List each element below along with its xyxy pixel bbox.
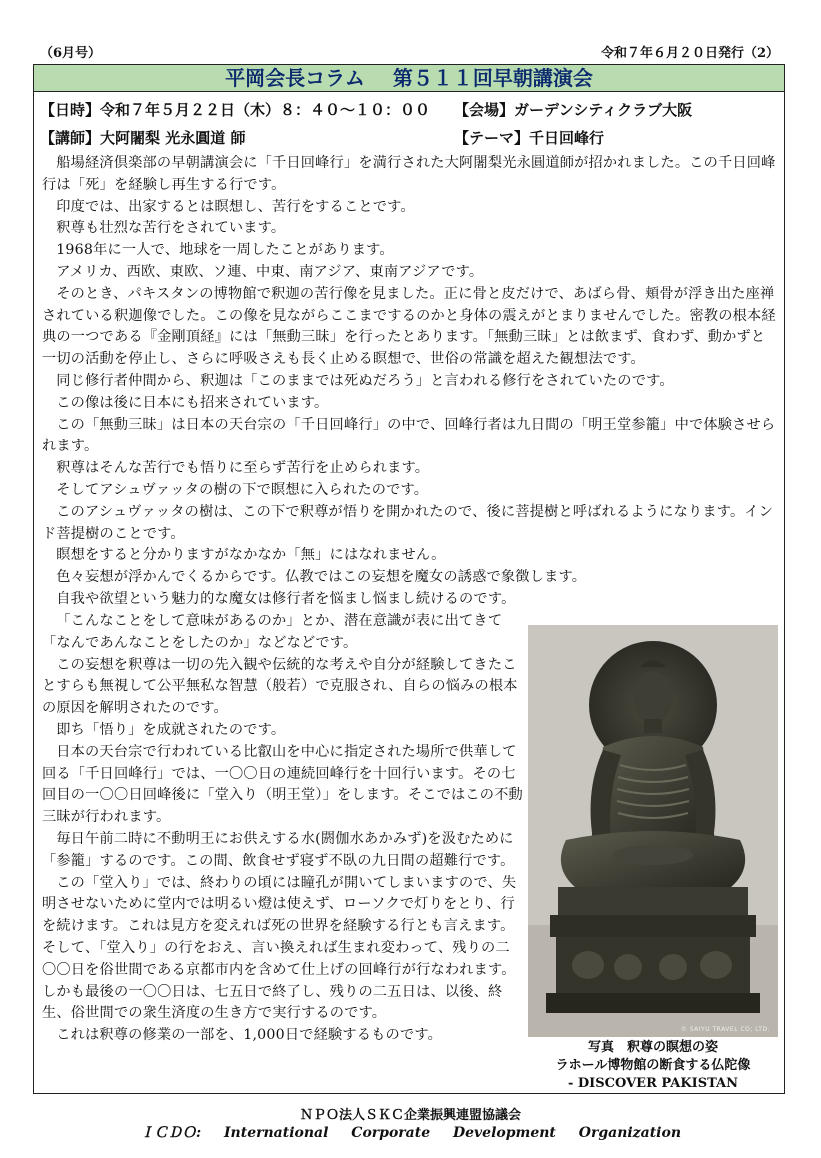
lecture-title: 第５１１回早朝講演会 (392, 66, 593, 90)
paragraph: 毎日午前二時に不動明王にお供えする水(閼伽水あかみず)を汲むために「参籠」するのです。この間、飲食せず寝ず不臥の九日間の超難行です。 (42, 830, 515, 869)
issue-label: （6月号） (40, 46, 102, 61)
event-speaker: 【講師】大阿闍梨 光永圓道 師 (40, 129, 246, 147)
photo-watermark: © SAIYU TRAVEL CO; LTD. (680, 1026, 770, 1033)
column-title: 平岡会長コラム (225, 66, 365, 90)
paragraph: この「堂入り」では、終わりの頃には瞳孔が開いてしまいますので、失明させないために堂内では明るい燈は使えず、ローソクで灯りをとり、行を続けます。これは見方を変えれば死の世界を経験する行とも言えます。そして、「堂入り」の行をおえ、言い換えれば生まれ変わって、残りの二〇〇日を俗世間である京都市内を含めて仕上げの回峰行が行なわれます。しかも最後の一〇〇日は、七五日で終了し、残りの二五日は、以後、終生、俗世間での衆生済度の生き方で実行するのです。 (42, 874, 517, 1022)
fasting-buddha-photo (528, 625, 778, 1037)
event-theme: 【テーマ】千日回峰行 (454, 129, 605, 147)
event-date: 【日時】令和７年５月２２日（木）８：４０～１０：００ (40, 101, 431, 119)
column-title-bar (34, 65, 784, 92)
paragraph: この像は後に日本にも招来されています。 (56, 394, 329, 411)
paragraph: 色々妄想が浮かんでくるからです。仏教ではこの妄想を魔女の誘惑で象徴します。 (56, 569, 587, 586)
column-frame (33, 64, 785, 1094)
paragraph: この妄想を釈尊は一切の先入観や伝統的な考えや自分が経験してきたことすらも無視して公平無私な智慧（般若）で克服され、自らの悩みの根本の原因を解明されたのです。 (42, 656, 518, 717)
paragraph: 1968年に一人で、地球を一周したことがあります。 (56, 242, 394, 259)
event-venue: 【会場】ガーデンシティクラブ大阪 (454, 101, 693, 119)
paragraph: 釈尊はそんな苦行でも悟りに至らず苦行を止められます。 (56, 460, 430, 477)
paragraph: 「こんなことをして意味があるのか」とか、潜在意識が表に出てきて「なんであんなことをしたのか」などなどです。 (42, 613, 503, 651)
paragraph: 船場経済倶楽部の早朝講演会に「千日回峰行」を満行された大阿闍梨光永圓道師が招かれました。この千日回峰行は「死」を経験し再生する行です。 (42, 155, 776, 193)
article-body-full (42, 153, 778, 611)
footer-org-en: ＩＣＤＯ: International Corporate Development Organization (139, 1125, 682, 1141)
article-body-narrow (42, 611, 524, 1047)
paragraph: そしてアシュヴァッタの樹の下で瞑想に入られたのです。 (56, 481, 429, 498)
paragraph: この「無動三昧」は日本の天台宗の「千日回峰行」の中で、回峰行者は九日間の「明王堂参籠」中で体験させられます。 (42, 416, 776, 455)
paragraph: 即ち「悟り」を成就されたのです。 (56, 721, 286, 738)
paragraph: 自我や欲望という魅力的な魔女は修行者を悩まし悩まし続けるのです。 (56, 590, 516, 607)
paragraph: このアシュヴァッタの樹は、この下で釈尊が悟りを開かれたので、後に菩提樹と呼ばれるようになります。インド菩提樹のことです。 (42, 503, 774, 542)
photo-caption-line2: ラホール博物館の断食する仏陀像 (555, 1058, 751, 1073)
paragraph: そのとき、パキスタンの博物館で釈迦の苦行像を見ました。正に骨と皮だけで、あばら骨、頬骨が浮き出た座禅されている釈迦像でした。この像を見ながらここまでするのかと身体の震えがとまりませんでした。密教の根本経典の一つである『金剛頂経』には「無動三昧」を行ったとあります。「無動三昧」とは飲まず、食わず、動かずと一切の活動を停止し、さらに呼吸さえも長く止める瞑想で、世俗の常識を超えた観想法です。 (42, 285, 776, 368)
photo-caption-line3: - DISCOVER PAKISTAN (567, 1076, 739, 1091)
paragraph: 印度では、出家するとは瞑想し、苦行をすることです。 (56, 198, 415, 215)
paragraph: 日本の天台宗で行われている比叡山を中心に指定された場所で供華して回る「千日回峰行」では、一〇〇日の連続回峰行を十回行います。その七回目の一〇〇日回峰後に「堂入り（明王堂）」をします。そこではこの不動三昧が行われます。 (42, 743, 523, 826)
paragraph: アメリカ、西欧、東欧、ソ連、中東、南アジア、東南アジアです。 (56, 263, 484, 280)
paragraph: 瞑想をすると分かりますがなかなか「無」にはなれません。 (56, 547, 446, 564)
paragraph: 同じ修行者仲間から、釈迦は「このままでは死ぬだろう」と言われる修行をされていたのです。 (56, 372, 674, 389)
footer-org-jp: ＮＰＯ法人ＳＫＣ企業振興連盟協議会 (299, 1108, 521, 1123)
photo-caption-line1: 写真 釈尊の瞑想の姿 (587, 1040, 718, 1055)
issue-date-page: 令和７年６月２０日発行（2） (600, 46, 779, 61)
paragraph: 釈尊も壮烈な苦行をされています。 (56, 220, 286, 237)
fasting-buddha-illustration (528, 625, 778, 1037)
paragraph: これは釈尊の修業の一部を、1,000日で経験するものです。 (56, 1027, 442, 1044)
